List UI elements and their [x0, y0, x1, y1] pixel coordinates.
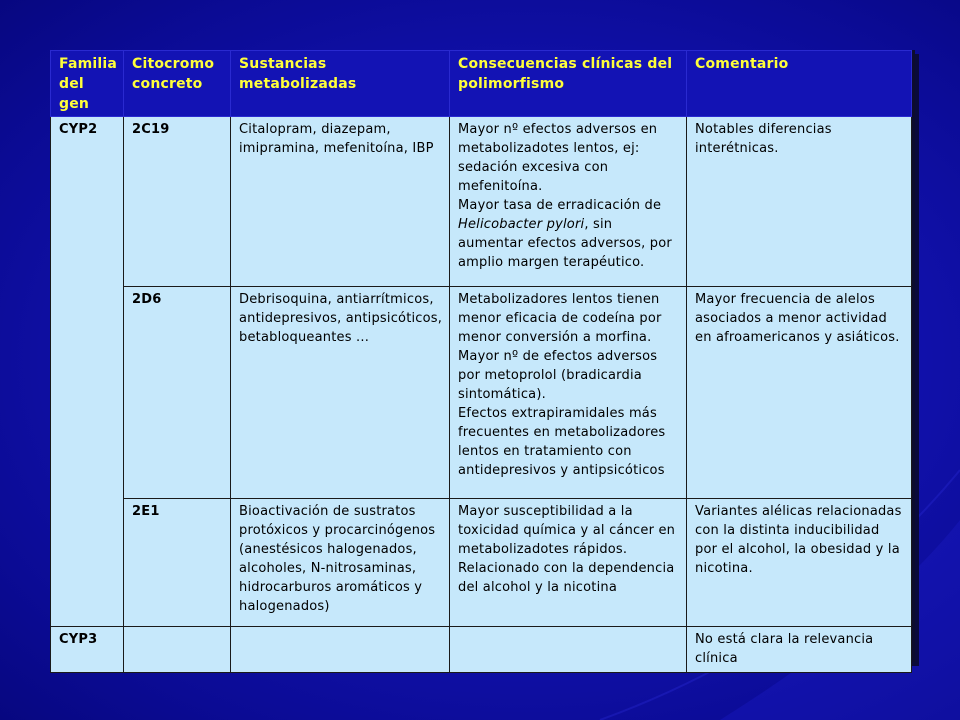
cell-comment-2e1: Variantes alélicas relacionadas con la distinta inducibilidad por el alcohol, la obesidad y la nicotina.: [687, 499, 912, 627]
table-row-2e1: [51, 499, 912, 627]
cytochrome-polymorphism-table: [50, 50, 912, 673]
header-substances: Sustancias metabolizadas: [231, 51, 450, 117]
table-row-cyp3: [51, 627, 912, 673]
consequence-text: Metabolizadores lentos tienen menor eficacia de codeína por menor conversión a morfina.: [458, 292, 662, 345]
table-row-2d6: [51, 287, 912, 499]
cell-cytochrome-cyp3: [124, 627, 231, 673]
table-row-2c19: [51, 117, 912, 287]
header-comment: Comentario: [687, 51, 912, 117]
cell-cytochrome-2e1: 2E1: [124, 499, 231, 627]
consequence-text: , sin aumentar efectos adversos, por amplio margen terapéutico.: [458, 217, 672, 270]
cell-substances-2e1: Bioactivación de sustratos protóxicos y procarcinógenos (anestésicos halogenados, alcoholes, N-nitrosaminas, hidrocarburos aromáticos y halogenados): [231, 499, 450, 627]
cell-cytochrome-2d6: 2D6: [124, 287, 231, 499]
cell-family-cyp2: CYP2: [51, 117, 124, 627]
cell-comment-cyp3: No está clara la relevancia clínica: [687, 627, 912, 673]
header-gene-family: Familia del gen: [51, 51, 124, 117]
species-name-italic: Helicobacter pylori: [458, 217, 585, 232]
cell-comment-2c19: Notables diferencias interétnicas.: [687, 117, 912, 287]
cell-consequences-cyp3: [450, 627, 687, 673]
table-header-row: [51, 51, 912, 117]
cell-substances-2c19: Citalopram, diazepam, imipramina, mefenitoína, IBP: [231, 117, 450, 287]
consequence-text: Relacionado con la dependencia del alcohol y la nicotina: [458, 561, 675, 595]
cell-consequences-2c19: [450, 117, 687, 287]
cell-consequences-2d6: [450, 287, 687, 499]
consequence-text: Mayor tasa de erradicación de: [458, 198, 662, 213]
pharmacogenetics-table-container: [50, 50, 915, 666]
cell-consequences-2e1: [450, 499, 687, 627]
consequence-text: Mayor nº de efectos adversos por metoprolol (bradicardia sintomática).: [458, 349, 658, 402]
consequence-text: Mayor nº efectos adversos en metabolizadotes lentos, ej: sedación excesiva con mefenitoína.: [458, 122, 658, 194]
header-clinical-consequences: Consecuencias clínicas del polimorfismo: [450, 51, 687, 117]
header-cytochrome: Citocromo concreto: [124, 51, 231, 117]
cell-substances-cyp3: [231, 627, 450, 673]
consequence-text: Efectos extrapiramidales más frecuentes en metabolizadores lentos en tratamiento con antidepresivos y antipsicóticos: [458, 406, 666, 478]
consequence-text: Mayor susceptibilidad a la toxicidad química y al cáncer en metabolizadotes rápidos.: [458, 504, 676, 557]
cell-substances-2d6: Debrisoquina, antiarrítmicos, antidepresivos, antipsicóticos, betabloqueantes ...: [231, 287, 450, 499]
cell-comment-2d6: Mayor frecuencia de alelos asociados a menor actividad en afroamericanos y asiáticos.: [687, 287, 912, 499]
cell-family-cyp3: CYP3: [51, 627, 124, 673]
cell-cytochrome-2c19: 2C19: [124, 117, 231, 287]
